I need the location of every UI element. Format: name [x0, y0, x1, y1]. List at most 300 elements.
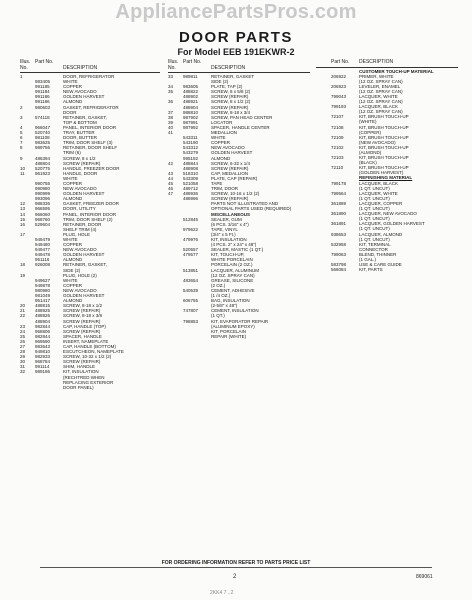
- part-no: 990999: [35, 191, 51, 197]
- description: PLATE, TAP (2): [211, 84, 243, 90]
- description: SCREW (REPAIR): [63, 359, 101, 365]
- description: (6 PCS. 3/16" x 4"): [211, 221, 249, 227]
- description: TRIM (6): [63, 150, 81, 156]
- part-no: 993096: [35, 196, 51, 202]
- description: GASKET, REFRIGERATOR: [63, 104, 119, 110]
- description: WHITE: [63, 277, 78, 283]
- part-no: 995192: [183, 155, 199, 161]
- illus-no: 37: [168, 109, 174, 115]
- description: SCREW (REPAIR): [211, 104, 249, 110]
- part-no: 206923: [331, 83, 347, 89]
- description: SCREW (REPAIR): [63, 318, 101, 324]
- description: LACQUER, WHITE: [359, 190, 398, 196]
- page-title: DOOR PARTS: [179, 29, 293, 46]
- description: SCREW, 8 x 1/2 (2): [211, 99, 251, 105]
- description: DOOR PANEL): [63, 384, 94, 390]
- part-no: 488826: [35, 313, 51, 319]
- description: SHELF TRIM (4): [63, 226, 97, 232]
- parts-column-2: [168, 60, 310, 339]
- description: (WHITE): [359, 119, 377, 125]
- description: SEALER, MASTIC (1 QT.): [211, 247, 264, 253]
- illus-no-header: Illus. No.: [168, 59, 179, 71]
- part-no-header: Part No.: [35, 59, 54, 65]
- description: WHITE: [211, 135, 226, 141]
- part-no: 488936: [183, 191, 199, 197]
- description: BAG, INSULATION: [211, 298, 250, 304]
- description: GOLDEN HARVEST: [211, 150, 253, 156]
- part-no: 488804: [35, 160, 51, 166]
- illus-no: 23: [20, 323, 26, 329]
- illus-no: 35: [168, 89, 174, 95]
- part-no: 951417: [35, 298, 51, 304]
- part-no: 583798: [331, 262, 347, 268]
- illus-no: 42: [168, 160, 174, 166]
- part-no: 574118: [35, 114, 50, 120]
- illus-no: 34: [168, 84, 174, 90]
- description: USE & CARE GUIDE: [359, 262, 402, 268]
- description: NEW AVOCADO: [63, 186, 97, 192]
- description: KIT, BRUSH TOUCH-UP: [359, 165, 409, 171]
- description: DOOR, REFRIGERATOR: [63, 74, 115, 79]
- description: CEMENT, INSULATION: [211, 308, 259, 314]
- part-no: 966060: [35, 211, 51, 217]
- description: COPPER: [63, 180, 83, 186]
- illus-no: 32: [20, 369, 26, 375]
- description: KIT, BRUSH TOUCH-UP: [359, 114, 409, 120]
- description: HANDLE, FREEZER DOOR: [63, 165, 120, 171]
- description: MEDALLION: [211, 130, 238, 136]
- description: KIT, BRUSH TOUCH-UP: [359, 144, 409, 150]
- illus-no: 20: [20, 303, 26, 309]
- illus-no: 8: [20, 145, 23, 151]
- description: ALMOND: [63, 298, 83, 304]
- illus-no: 40: [168, 124, 174, 130]
- description-header: DESCRIPTION: [63, 64, 98, 71]
- description: CONNECTOR: [359, 246, 388, 252]
- description: KIT, BRUSH TOUCH-UP: [359, 155, 409, 161]
- description: (BLACK): [359, 160, 377, 166]
- illus-no: 5: [20, 130, 23, 136]
- illus-no: 15: [20, 216, 26, 222]
- description: SCREW (REPAIR): [63, 160, 101, 166]
- part-no: 988810: [183, 109, 199, 115]
- description: TAPE, VINYL: [211, 226, 238, 232]
- description: COPPER: [211, 140, 231, 146]
- description: (1 QT. UNCUT): [359, 195, 390, 201]
- illus-no: 45: [168, 180, 174, 186]
- illus-no: 29: [20, 354, 26, 360]
- part-no: 72108: [331, 124, 344, 130]
- part-no: 983625: [35, 140, 51, 146]
- illus-no: 1: [20, 74, 23, 79]
- part-no: 488902: [183, 94, 199, 100]
- description: CEMENT, ADHESIVE: [211, 287, 255, 293]
- part-no: 543190: [183, 140, 199, 146]
- part-no: 543309: [183, 175, 199, 181]
- part-no: 488822: [183, 89, 199, 95]
- part-no: 958806: [35, 328, 51, 334]
- part-no: 72107: [331, 114, 344, 120]
- illus-no: 21: [20, 308, 26, 314]
- description: SCREW, 10-16 x 1/2 (2): [211, 191, 260, 197]
- part-no: 540539: [183, 287, 199, 293]
- part-no: 989811: [183, 74, 198, 79]
- description: GASKET, FREEZER DOOR: [63, 201, 120, 207]
- description: ALMOND: [63, 257, 83, 263]
- description: RETAINER, GASKET: [211, 74, 255, 79]
- illus-no: 43: [168, 170, 174, 176]
- description: SCREW (REPAIR): [63, 308, 101, 314]
- description: LEVELER, ENAMEL: [359, 83, 401, 89]
- description: SCREW (REPAIR): [211, 196, 249, 202]
- description: NEW AVOCADO: [63, 89, 97, 95]
- part-no: 991185: [35, 84, 50, 90]
- description: BLEND, THINNER: [359, 251, 397, 257]
- parts-column-3: [316, 60, 458, 272]
- description: DOOR: [63, 109, 77, 115]
- description: SEALER, GUM: [211, 216, 242, 222]
- description: RETAINER, DOOR SHELF: [63, 145, 118, 151]
- description: KIT, EVAPORATOR REPAIR: [211, 318, 269, 324]
- part-no: 606755: [183, 298, 199, 304]
- description: SCREW, 8 x 5/8 (2): [211, 89, 251, 95]
- description: TOP & BOTTOM: [63, 119, 97, 125]
- part-no: 961923: [35, 170, 51, 176]
- part-no: 983405: [35, 79, 51, 85]
- description: TRAY, BUTTER: [63, 130, 95, 136]
- part-no: 488904: [35, 318, 51, 324]
- description: (1 QT. UNCUT): [359, 216, 390, 222]
- description: WHITE: [63, 175, 78, 181]
- description: GOLDEN HARVEST: [63, 293, 105, 299]
- description: WHITE: [63, 237, 78, 242]
- description: GOLDEN HARVEST: [63, 191, 105, 197]
- illus-no: [316, 267, 331, 272]
- part-no-header: Part No.: [183, 59, 202, 65]
- description: PARTS NOT ILLUSTRATED AND: [211, 201, 279, 207]
- description: KIT, PORCELAIN: [211, 328, 247, 334]
- description: DOOR, UTILITY: [63, 206, 96, 212]
- description: GOLDEN HARVEST: [63, 252, 105, 258]
- description: SPACER, HANDLE CENTER: [211, 124, 270, 130]
- description: SCREW, 8-18 x 1/2: [63, 303, 103, 309]
- part-no: 799178: [331, 180, 347, 186]
- part-no: 72109: [331, 134, 344, 140]
- part-no: 991184: [35, 89, 50, 95]
- description: COPPER: [63, 84, 83, 90]
- description: TRIM, DOOR SHELF (2): [63, 216, 113, 222]
- description-header: DESCRIPTION: [359, 59, 394, 65]
- description: SPACER, HANDLE: [63, 333, 102, 339]
- part-no: 989756: [35, 145, 51, 151]
- part-no: 479577: [183, 252, 199, 258]
- part-no: 949627: [35, 277, 51, 283]
- part-no: 532958: [331, 241, 347, 247]
- part-no: 979622: [183, 226, 199, 232]
- description: KIT, INSULATION: [211, 237, 247, 242]
- description: (12 OZ. SPRAY CAN): [359, 88, 403, 94]
- description: GREASE, SILICONE: [211, 277, 254, 283]
- description: (12 OZ. SPRAY CAN): [359, 109, 403, 115]
- description: (3/4" x 5 Ft.): [211, 231, 236, 237]
- description: PANEL, INTERIOR DOOR: [63, 124, 117, 130]
- part-no: [35, 385, 63, 390]
- description: (1 QT.): [211, 313, 225, 319]
- part-no: 991186: [35, 94, 50, 100]
- description: SCREW, PAN HEAD CENTER: [211, 114, 273, 120]
- illus-no: 46: [168, 186, 174, 192]
- part-no: 543279: [183, 150, 199, 156]
- description: SHIM, HANDLE: [63, 364, 96, 370]
- part-row: [168, 334, 310, 339]
- description: CAP, HANDLE (TOP): [63, 323, 106, 329]
- part-no: 520740: [35, 130, 51, 136]
- part-no: 951116: [35, 257, 50, 263]
- part-no: 483654: [183, 277, 199, 283]
- part-no: 361889: [331, 200, 347, 206]
- description: LACQUER, WHITE: [359, 93, 398, 99]
- part-no: 747807: [183, 308, 199, 314]
- part-no: 520557: [183, 247, 199, 253]
- description: COPPER: [63, 282, 83, 288]
- part-no: 991186: [35, 99, 50, 105]
- illus-no: 22: [20, 313, 26, 319]
- part-no: 990755: [35, 180, 51, 186]
- description: RETAINER, GASKET,: [63, 262, 107, 268]
- part-no: 488815: [35, 303, 51, 309]
- description: (ALUMINUM EPOXY): [211, 323, 255, 329]
- description: (12 OZ. SPRAY CAN): [359, 78, 403, 84]
- description: SCREW (REPAIR): [211, 165, 249, 171]
- part-no: 991114: [35, 364, 50, 370]
- illus-no: 36: [168, 99, 174, 105]
- description: NEW AVOCADO: [63, 287, 97, 293]
- illus-no: 3: [20, 114, 23, 120]
- description: HANDLE, DOOR: [63, 170, 98, 176]
- description: REFINISHING MATERIAL: [359, 175, 413, 181]
- description: SCREW (REPAIR): [63, 328, 101, 334]
- description: PRIMER, WHITE: [359, 73, 394, 79]
- part-no: 966595: [35, 206, 51, 212]
- part-no: 982844: [35, 323, 51, 329]
- description: PLUG, HOLE: [63, 231, 91, 237]
- part-no: 72110: [331, 165, 344, 171]
- part-no: 521058: [183, 180, 199, 186]
- description: ESCUTCHEON, NAMEPLATE: [63, 349, 124, 355]
- illus-no: 13: [20, 206, 26, 212]
- illus-no-header: Illus. No.: [20, 59, 31, 71]
- description: PLUG, HOLE (2): [63, 272, 97, 278]
- description: KIT, TOUCH-UP,: [211, 252, 245, 258]
- description: NEW AVOCADO: [63, 247, 97, 253]
- description: ALMOND: [63, 99, 83, 105]
- description: NEW AVOCADO: [211, 145, 245, 151]
- description: (RECHTRED WHEN: [63, 374, 105, 380]
- description: (1 /4 OZ.): [211, 293, 231, 299]
- description: SCREW, 8-18 x 3/4: [211, 109, 251, 115]
- part-no: 949477: [35, 247, 51, 253]
- description: WHITE PORCELAIN: [211, 257, 253, 263]
- description: (12 OZ. SPRAY CAN): [359, 99, 403, 105]
- description: CAP, MEDALLION: [211, 170, 249, 176]
- part-no: 566084: [331, 267, 347, 273]
- parts-rows: [316, 69, 458, 273]
- part-no: 479976: [183, 237, 199, 242]
- part-no: 799193: [331, 104, 347, 110]
- description: SIDE (2): [211, 79, 229, 85]
- part-no: 520775: [35, 165, 51, 171]
- description: (1 GAL.): [359, 256, 377, 262]
- part-no: 987992: [183, 124, 199, 130]
- part-no: 987991: [183, 119, 199, 125]
- column-header: [20, 60, 160, 73]
- description: SCREW (REPAIR): [211, 94, 249, 100]
- description: (2 OZ.): [211, 282, 226, 288]
- description: (1 QT. UNCUT): [359, 226, 390, 232]
- illus-no: 39: [168, 119, 174, 125]
- description: LACQUER, ALUMINUM: [211, 267, 260, 273]
- description: RETAINER, GASKET,: [63, 114, 107, 120]
- description: (COPPER): [359, 129, 382, 135]
- illus-no: 26: [20, 338, 26, 344]
- part-row: [316, 267, 458, 272]
- part-no: 512845: [183, 216, 199, 222]
- illus-no: 9: [20, 155, 23, 161]
- description: WHITE: [63, 79, 78, 85]
- watermark: AppliancePartsPros.com: [115, 1, 357, 23]
- description: CUSTOMER TOUCH-UP MATERIAL: [359, 68, 434, 74]
- part-no: 361891: [331, 221, 347, 227]
- description: DOOR, BUTTER: [63, 135, 98, 141]
- part-no: 488904: [183, 104, 199, 110]
- description: REPAIR (WHITE): [211, 333, 247, 339]
- part-no: 969590: [35, 338, 51, 344]
- part-no: 968784: [35, 359, 51, 365]
- description: TRIM, DOOR: [211, 186, 238, 192]
- description: (ALMOND): [359, 150, 382, 155]
- description: SCREW, 6-32 x 1/4: [211, 160, 251, 166]
- part-no: 543311: [183, 135, 198, 141]
- description: (12 OZ. SPRAY CAN): [211, 272, 255, 278]
- description: (2-5/8" x 48"): [211, 303, 238, 309]
- illus-no: 25: [20, 333, 26, 339]
- part-no: 982933: [35, 354, 51, 360]
- description: COPPER: [63, 242, 83, 248]
- part-no: 982844: [35, 333, 51, 339]
- illus-no: 44: [168, 175, 174, 181]
- description: KIT, INSULATION: [63, 369, 99, 375]
- illus-no: 7: [20, 140, 23, 146]
- description: (1 QT. UNCUT): [359, 236, 390, 242]
- part-no: 488996: [183, 196, 199, 202]
- illus-no: 17: [20, 231, 26, 237]
- description: (1 QT. UNCUT): [359, 185, 390, 191]
- part-no: 949810: [35, 349, 51, 355]
- illus-no: 19: [20, 272, 26, 278]
- description: SCREW, 8 x 1/2: [63, 155, 96, 161]
- part-no: 983605: [183, 84, 199, 90]
- part-no: 799564: [331, 190, 347, 196]
- illus-no: 28: [20, 349, 26, 355]
- description: SCREW, 8-18 x 3/8: [63, 313, 103, 319]
- column-header: [316, 60, 458, 68]
- description: (4 PCS. 2" x 24" x 48"): [211, 242, 257, 248]
- description: ALMOND: [211, 155, 231, 161]
- part-no: 983643: [35, 343, 51, 349]
- illus-no: 41: [168, 130, 174, 136]
- illus-no: 31: [20, 364, 26, 370]
- description: TRIM, DOOR SHELF (3): [63, 140, 113, 146]
- description: LACQUER, ALMOND: [359, 231, 403, 237]
- illus-no: 24: [20, 328, 26, 334]
- document-code: 869061: [416, 574, 433, 580]
- part-no: 966047: [35, 124, 51, 130]
- illus-no: [168, 334, 183, 339]
- part-no: 799063: [331, 251, 347, 257]
- part-no: 488908: [183, 165, 199, 171]
- description: MISCELLANEOUS: [211, 211, 251, 217]
- illus-no: 30: [20, 359, 26, 365]
- print-mark: 2KK4 7 ..2: [210, 590, 234, 596]
- part-no: 949878: [35, 282, 51, 288]
- illus-no: 16: [20, 221, 26, 227]
- description: ALMOND: [63, 196, 83, 202]
- part-no: 72102: [331, 144, 344, 150]
- part-no: 989186: [35, 369, 51, 375]
- part-no: [183, 334, 211, 339]
- description: LACQUER, GOLDEN HARVEST: [359, 221, 425, 227]
- part-no: 980603: [35, 104, 51, 110]
- description: OPTIONAL PARTS USED (REQUIRED): [211, 206, 292, 212]
- description: TAPE: [211, 180, 223, 186]
- part-no: 990980: [35, 186, 51, 192]
- part-no: 968760: [35, 216, 51, 222]
- description: (NEW AVOCADO): [359, 139, 396, 145]
- part-no: 987902: [183, 114, 199, 120]
- description: CAP, HANDLE (BOTTOM): [63, 343, 116, 349]
- part-no: 949480: [35, 242, 51, 248]
- description: LOCATOR: [211, 119, 233, 125]
- column-header: [168, 60, 310, 73]
- description-header: DESCRIPTION: [211, 64, 246, 71]
- page-subtitle: For Model EEB 191EKWR-2: [177, 47, 295, 57]
- part-no: 798853: [183, 318, 199, 324]
- page-number: 2: [233, 574, 237, 580]
- part-no: 981108: [35, 135, 50, 141]
- description: SCREW, 10-32 x 1/2 (2): [63, 354, 112, 360]
- illus-no: 33: [168, 74, 174, 79]
- description: LACQUER, COPPER: [359, 200, 403, 206]
- description: INSERT, NAMEPLATE: [63, 338, 109, 344]
- illus-no: 38: [168, 114, 174, 120]
- part-no: 489712: [183, 186, 199, 192]
- illus-no: 10: [20, 165, 26, 171]
- illus-no-header: [316, 60, 331, 66]
- part-no: 543312: [183, 145, 199, 151]
- illus-no: 6: [20, 135, 23, 141]
- part-no: 938653: [331, 231, 347, 237]
- part-no: 926008: [35, 262, 51, 268]
- part-no: 529604: [35, 221, 51, 227]
- part-no: 988336: [35, 201, 51, 207]
- part-no: 488921: [183, 99, 199, 105]
- part-no: 513861: [183, 267, 199, 273]
- part-no: 486394: [35, 155, 51, 161]
- part-no: 949478: [35, 252, 51, 258]
- part-no: 949479: [35, 237, 51, 242]
- parts-column-1: [20, 60, 160, 390]
- description: KIT, BRUSH TOUCH-UP: [359, 124, 409, 130]
